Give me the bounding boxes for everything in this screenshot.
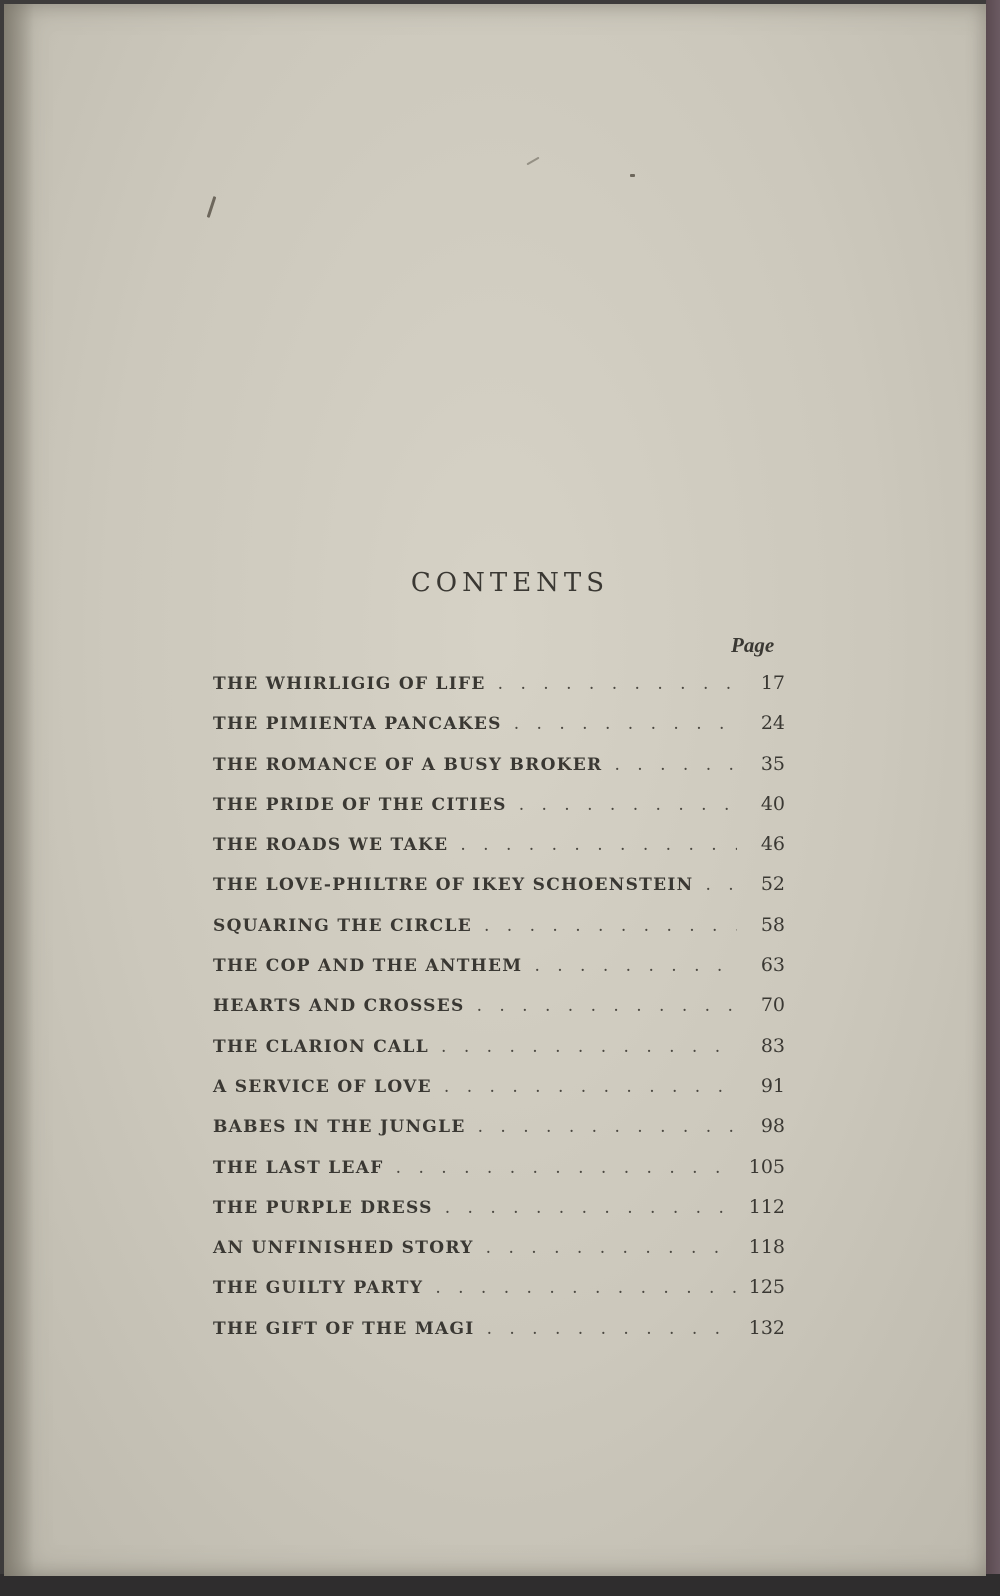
dot-leader xyxy=(498,674,737,694)
toc-entry xyxy=(213,793,785,833)
toc-entry-title: THE ROMANCE OF A BUSY BROKER xyxy=(213,754,603,775)
toc-entry-page-number: 83 xyxy=(760,1034,785,1057)
toc-entry-page-number: 40 xyxy=(760,792,785,815)
toc-entry-page-number: 98 xyxy=(760,1115,785,1138)
toc-entry-page-number: 118 xyxy=(748,1236,785,1259)
paper-speck xyxy=(526,157,539,166)
dot-leader xyxy=(435,1278,737,1298)
book-cover-edge xyxy=(986,0,1000,1596)
paper-speck xyxy=(630,174,635,177)
toc-entry-title: THE PURPLE DRESS xyxy=(213,1197,433,1218)
toc-entry xyxy=(213,1156,785,1196)
contents-heading: CONTENTS xyxy=(410,568,610,598)
dot-leader xyxy=(486,1238,737,1258)
toc-entry-title: A SERVICE OF LOVE xyxy=(213,1076,432,1097)
toc-entry xyxy=(213,914,785,954)
toc-entry xyxy=(213,1317,785,1357)
toc-entry-page-number: 132 xyxy=(748,1316,785,1339)
toc-entry-title: SQUARING THE CIRCLE xyxy=(213,915,472,936)
toc-entry-title: THE WHIRLIGIG OF LIFE xyxy=(213,674,486,694)
dot-leader xyxy=(444,1077,737,1097)
toc-entry-page-number: 112 xyxy=(748,1195,785,1218)
toc-entry-title: THE COP AND THE ANTHEM xyxy=(213,956,523,977)
toc-entry xyxy=(213,672,785,712)
dot-leader xyxy=(484,916,737,936)
dot-leader xyxy=(441,1037,737,1057)
toc-entry-title: THE PIMIENTA PANCAKES xyxy=(213,714,502,735)
toc-entry-title: THE PRIDE OF THE CITIES xyxy=(213,794,507,815)
toc-entry-title: THE LAST LEAF xyxy=(213,1157,384,1178)
dot-leader xyxy=(519,795,737,815)
toc-entry xyxy=(213,1236,785,1276)
toc-entry-title: AN UNFINISHED STORY xyxy=(213,1238,474,1259)
toc-entry-title: BABES IN THE JUNGLE xyxy=(213,1117,466,1138)
dot-leader xyxy=(460,835,737,855)
dot-leader xyxy=(445,1198,737,1218)
toc-entry-page-number: 63 xyxy=(760,954,785,977)
spine-shadow xyxy=(4,4,34,1576)
table-of-contents xyxy=(213,672,785,1357)
dot-leader xyxy=(614,755,737,775)
toc-entry xyxy=(213,994,785,1034)
book-bottom-edge xyxy=(0,1574,1000,1596)
toc-entry-page-number: 91 xyxy=(760,1074,785,1097)
toc-entry-page-number: 24 xyxy=(760,712,785,735)
toc-entry xyxy=(213,1035,785,1075)
dot-leader xyxy=(487,1319,737,1339)
dot-leader xyxy=(705,875,737,895)
toc-entry xyxy=(213,1115,785,1155)
toc-entry-title: THE ROADS WE TAKE xyxy=(213,835,449,856)
paper-speck xyxy=(207,196,217,218)
toc-entry xyxy=(213,1075,785,1115)
toc-entry-page-number: 70 xyxy=(760,994,785,1017)
dot-leader xyxy=(534,956,737,976)
toc-entry-page-number: 52 xyxy=(760,873,785,896)
toc-entry-title: THE CLARION CALL xyxy=(213,1036,430,1057)
toc-entry xyxy=(213,712,785,752)
toc-entry-page-number: 105 xyxy=(748,1155,785,1178)
toc-entry xyxy=(213,1196,785,1236)
dot-leader xyxy=(396,1158,737,1178)
toc-entry-title: THE GUILTY PARTY xyxy=(213,1278,424,1299)
toc-entry xyxy=(213,873,785,913)
toc-entry-page-number: 35 xyxy=(760,752,785,775)
toc-entry-page-number: 46 xyxy=(760,833,785,856)
page-column-label: Page xyxy=(731,633,775,657)
toc-entry-page-number: 125 xyxy=(748,1276,785,1299)
toc-entry xyxy=(213,753,785,793)
toc-entry xyxy=(213,833,785,873)
dot-leader xyxy=(478,1117,737,1137)
toc-entry-page-number: 58 xyxy=(760,913,785,936)
toc-entry-page-number: 17 xyxy=(760,672,785,694)
dot-leader xyxy=(477,996,737,1016)
toc-entry xyxy=(213,1276,785,1316)
toc-entry-title: THE LOVE-PHILTRE OF IKEY SCHOENSTEIN xyxy=(213,875,694,896)
toc-entry xyxy=(213,954,785,994)
toc-entry-title: THE GIFT OF THE MAGI xyxy=(213,1318,475,1339)
dot-leader xyxy=(514,714,737,734)
toc-entry-title: HEARTS AND CROSSES xyxy=(213,996,465,1017)
